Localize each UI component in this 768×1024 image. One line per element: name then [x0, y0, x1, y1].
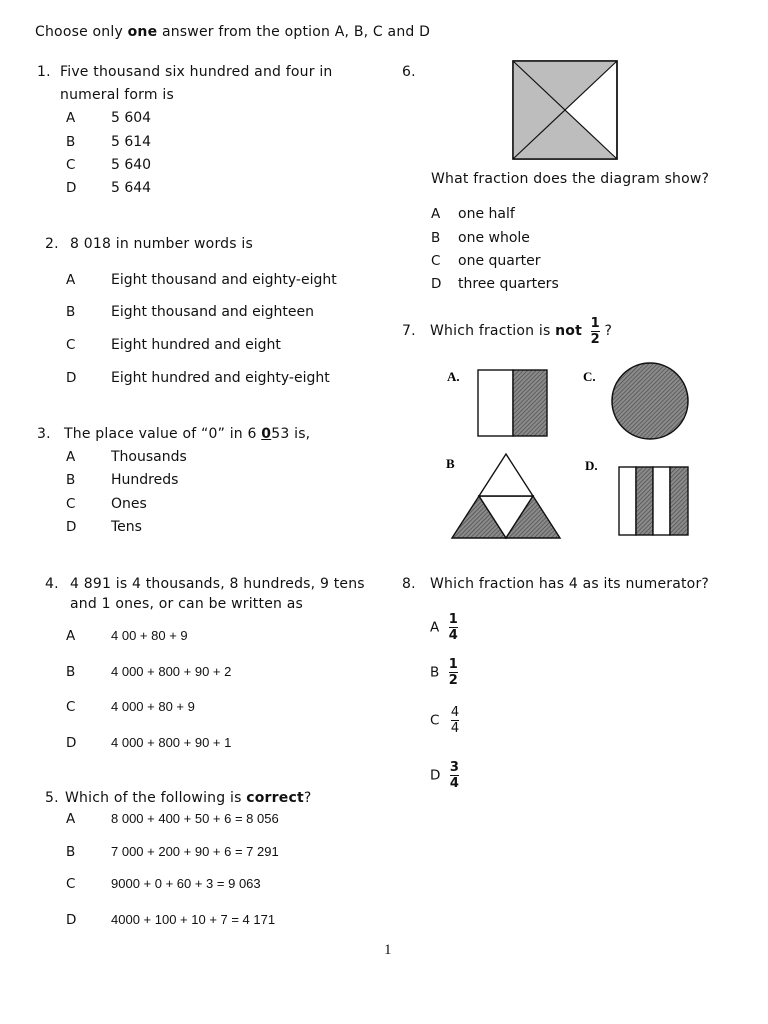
question-text	[64, 426, 310, 442]
option-letter[interactable]: C	[431, 253, 441, 269]
figure-label-b: B	[446, 456, 455, 471]
question-text-start: Which fraction is	[430, 323, 556, 339]
option-letter[interactable]: B	[66, 472, 76, 488]
option-c[interactable]	[430, 706, 459, 735]
option-text[interactable]: Thousands	[111, 449, 187, 465]
fraction-option	[450, 761, 459, 790]
option-letter[interactable]: D	[66, 180, 77, 196]
option-text[interactable]: 4 000 + 800 + 90 + 1	[111, 735, 232, 750]
option-text[interactable]: Eight hundred and eighty-eight	[111, 370, 330, 386]
question-number: 4.	[45, 576, 59, 592]
question-text	[430, 315, 612, 347]
option-text[interactable]: 8 000 + 400 + 50 + 6 = 8 056	[111, 811, 279, 826]
figure-c-circle[interactable]	[612, 363, 688, 439]
option-letter[interactable]: D	[66, 912, 77, 928]
option-text[interactable]: 4000 + 100 + 10 + 7 = 4 171	[111, 912, 276, 927]
option-text[interactable]: 5 614	[111, 134, 152, 150]
option-letter[interactable]: A	[66, 110, 76, 126]
instructions	[35, 24, 430, 40]
figure-d-strip-2	[636, 467, 653, 535]
option-text[interactable]: Eight thousand and eighteen	[111, 304, 314, 320]
fraction-numerator: 1	[448, 612, 458, 627]
option-letter[interactable]: B	[431, 230, 441, 246]
option-text[interactable]: 4 000 + 80 + 9	[111, 699, 195, 714]
option-text[interactable]: three quarters	[458, 276, 559, 292]
question-text: 8 018 in number words is	[70, 236, 253, 252]
option-letter[interactable]: B	[66, 304, 76, 320]
figure-b-unshaded-top	[479, 454, 533, 496]
question-number: 3.	[37, 426, 51, 442]
option-text[interactable]: Tens	[111, 519, 142, 535]
figure-d-strip-3	[653, 467, 670, 535]
figure-label-d: D.	[585, 458, 598, 473]
question-text-start: Which of the following is	[65, 790, 247, 806]
option-text[interactable]: one whole	[458, 230, 530, 246]
question-emphasis: not	[555, 323, 582, 339]
fraction-one-half	[591, 317, 600, 346]
option-letter[interactable]: D	[431, 276, 442, 292]
option-text[interactable]: 5 604	[111, 110, 152, 126]
fraction-denominator: 4	[449, 776, 459, 791]
question-text: numeral form is	[60, 87, 174, 103]
instructions-emphasis: one	[127, 24, 158, 40]
option-text[interactable]: Hundreds	[111, 472, 179, 488]
question-text: Which fraction has 4 as its numerator?	[430, 576, 710, 592]
fraction-denominator: 2	[448, 673, 458, 688]
option-letter[interactable]: A	[66, 449, 76, 465]
fraction-denominator: 2	[590, 331, 600, 347]
figure-d-strip-1	[619, 467, 636, 535]
fraction-numerator: 4	[450, 705, 460, 720]
fraction-option	[451, 706, 459, 735]
option-letter[interactable]: A	[66, 272, 76, 288]
option-text[interactable]: 5 640	[111, 157, 152, 173]
question-text: What fraction does the diagram show?	[431, 171, 710, 187]
option-a[interactable]	[430, 613, 458, 642]
option-letter[interactable]: C	[66, 157, 76, 173]
option-text[interactable]: 9000 + 0 + 60 + 3 = 9 063	[111, 876, 261, 891]
underlined-digit: 0	[261, 426, 272, 442]
option-letter[interactable]: C	[66, 496, 76, 512]
option-letter[interactable]: C	[66, 699, 76, 715]
option-letter[interactable]: A	[66, 628, 76, 644]
option-b[interactable]	[430, 658, 458, 687]
question-number: 8.	[402, 576, 416, 592]
question-text: and 1 ones, or can be written as	[70, 596, 303, 612]
option-letter: B	[430, 664, 440, 681]
question-emphasis: correct	[246, 790, 304, 806]
page-number: 1	[384, 942, 392, 958]
option-letter[interactable]: D	[66, 519, 77, 535]
option-text[interactable]: one half	[458, 206, 515, 222]
fraction-numerator: 3	[449, 760, 459, 775]
figure-b-triangle[interactable]	[452, 454, 560, 538]
fraction-numerator: 1	[590, 315, 600, 331]
question-text: Five thousand six hundred and four in	[60, 64, 333, 80]
fraction-option	[449, 658, 458, 687]
option-text[interactable]: 4 00 + 80 + 9	[111, 628, 188, 643]
question-number: 5.	[45, 790, 59, 806]
figure-label-c: C.	[583, 369, 596, 384]
fraction-denominator: 4	[450, 721, 460, 736]
instructions-text: Choose only	[35, 24, 128, 40]
question-text	[65, 790, 311, 806]
fraction-figures	[440, 360, 740, 550]
option-letter[interactable]: C	[66, 876, 76, 892]
option-text[interactable]: 5 644	[111, 180, 152, 196]
option-text[interactable]: Eight thousand and eighty-eight	[111, 272, 337, 288]
question-text-end: ?	[303, 790, 312, 806]
question-text-end: 53 is,	[271, 426, 311, 442]
option-letter[interactable]: D	[66, 735, 77, 751]
option-text[interactable]: Ones	[111, 496, 147, 512]
figure-d-strip-4	[670, 467, 688, 535]
fraction-option	[449, 613, 458, 642]
option-letter[interactable]: C	[66, 337, 76, 353]
option-text[interactable]: 4 000 + 800 + 90 + 2	[111, 664, 232, 679]
figure-d-rectangle[interactable]	[619, 467, 688, 535]
question-number: 1.	[37, 64, 51, 80]
option-text[interactable]: Eight hundred and eight	[111, 337, 281, 353]
option-text[interactable]: one quarter	[458, 253, 541, 269]
question-text: 4 891 is 4 thousands, 8 hundreds, 9 tens	[70, 576, 365, 592]
fraction-numerator: 1	[448, 657, 458, 672]
figure-a-shaded-part	[513, 370, 547, 436]
option-letter: C	[430, 712, 440, 729]
figure-a-unshaded-part	[478, 370, 513, 436]
option-text[interactable]: 7 000 + 200 + 90 + 6 = 7 291	[111, 844, 279, 859]
question-number: 2.	[45, 236, 59, 252]
option-letter: A	[430, 619, 440, 636]
option-d[interactable]	[430, 761, 459, 790]
option-letter[interactable]: A	[66, 811, 76, 827]
option-letter[interactable]: A	[431, 206, 441, 222]
figure-label-a: A.	[447, 369, 460, 384]
square-quarters-diagram	[512, 60, 618, 160]
option-letter[interactable]: B	[66, 844, 76, 860]
option-letter: D	[430, 767, 441, 784]
question-number: 7.	[402, 323, 416, 339]
option-letter[interactable]: B	[66, 134, 76, 150]
instructions-text-end: answer from the option A, B, C and D	[157, 24, 431, 40]
fraction-denominator: 4	[448, 628, 458, 643]
question-number: 6.	[402, 64, 416, 80]
option-letter[interactable]: D	[66, 370, 77, 386]
option-letter[interactable]: B	[66, 664, 76, 680]
question-text-start: The place value of “0” in 6	[64, 426, 262, 442]
figure-a-rectangle[interactable]	[478, 370, 547, 436]
question-text-end: ?	[604, 323, 613, 339]
